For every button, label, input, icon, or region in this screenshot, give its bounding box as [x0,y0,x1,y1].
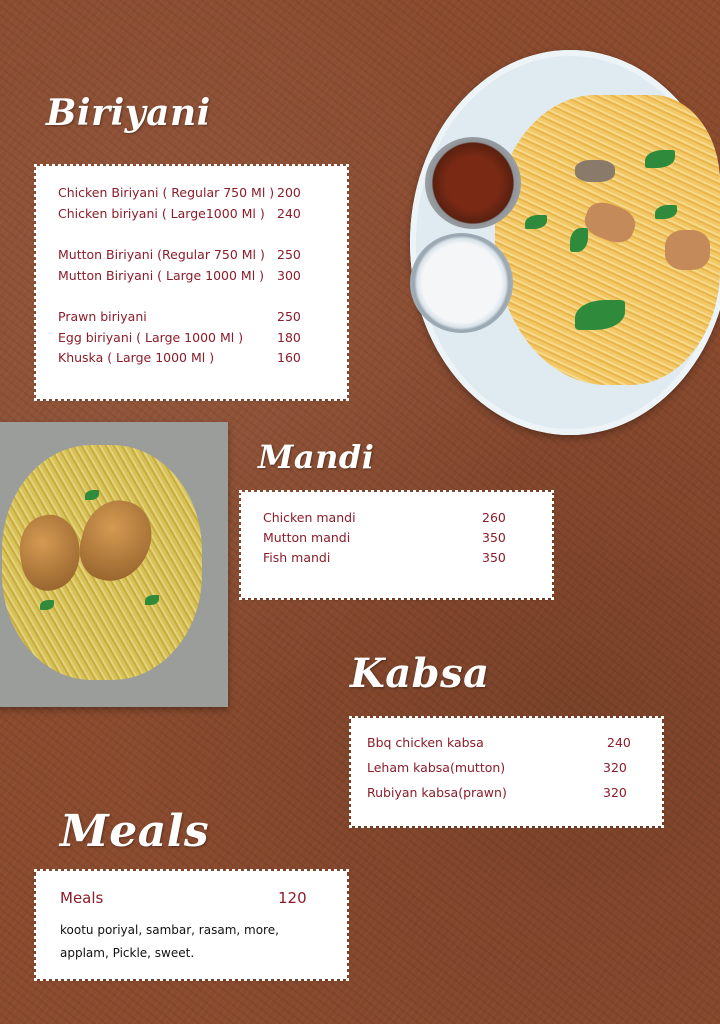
list-item [58,206,347,221]
item-name: Chicken mandi [263,510,356,525]
list-item [263,530,552,545]
list-item [58,247,347,262]
meat-piece [575,160,615,182]
item-name: Meals [60,889,104,907]
item-price: 350 [482,530,506,545]
item-name: Mutton Biriyani ( Large 1000 Ml ) [58,268,265,283]
item-name: Leham kabsa(mutton) [367,760,506,775]
list-item [58,330,347,345]
list-item [367,735,662,750]
item-price: 240 [277,206,301,221]
item-price: 260 [482,510,506,525]
item-name: Prawn biriyani [58,309,147,324]
list-item [58,268,347,283]
item-price: 320 [603,785,627,800]
item-name: Bbq chicken kabsa [367,735,484,750]
item-price: 160 [277,350,301,365]
item-name: Mutton Biriyani (Regular 750 Ml ) [58,247,265,262]
meals-description-line: applam, Pickle, sweet. [60,946,195,960]
list-item [367,760,662,775]
mandi-heading: Mandi [258,438,375,476]
item-name: Chicken Biriyani ( Regular 750 Ml ) [58,185,275,200]
item-price: 120 [278,889,307,907]
item-price: 250 [277,309,301,324]
item-price: 180 [277,330,301,345]
meals-heading: Meals [60,806,210,857]
meat-piece [665,230,710,270]
item-price: 250 [277,247,301,262]
item-name: Egg biriyani ( Large 1000 Ml ) [58,330,244,345]
item-name: Fish mandi [263,550,331,565]
kabsa-heading: Kabsa [350,650,490,697]
item-name: Mutton mandi [263,530,351,545]
list-item [263,550,552,565]
item-name: Rubiyan kabsa(prawn) [367,785,507,800]
kabsa-card [351,718,662,826]
item-name: Khuska ( Large 1000 Ml ) [58,350,215,365]
chutney-bowl [425,137,521,229]
biriyani-card [36,166,347,399]
raita-bowl [410,233,513,333]
list-item [367,785,662,800]
mandi-card [241,492,552,598]
biriyani-heading: Biriyani [46,92,211,134]
list-item [58,309,347,324]
meals-description-line: kootu poriyal, sambar, rasam, more, [60,923,279,937]
meals-card [36,871,347,979]
item-price: 200 [277,185,301,200]
meals-item [60,889,347,907]
list-item [263,510,552,525]
item-price: 350 [482,550,506,565]
item-price: 320 [603,760,627,775]
item-price: 240 [607,735,631,750]
list-item [58,185,347,200]
item-price: 300 [277,268,301,283]
list-item [58,350,347,365]
item-name: Chicken biriyani ( Large1000 Ml ) [58,206,265,221]
